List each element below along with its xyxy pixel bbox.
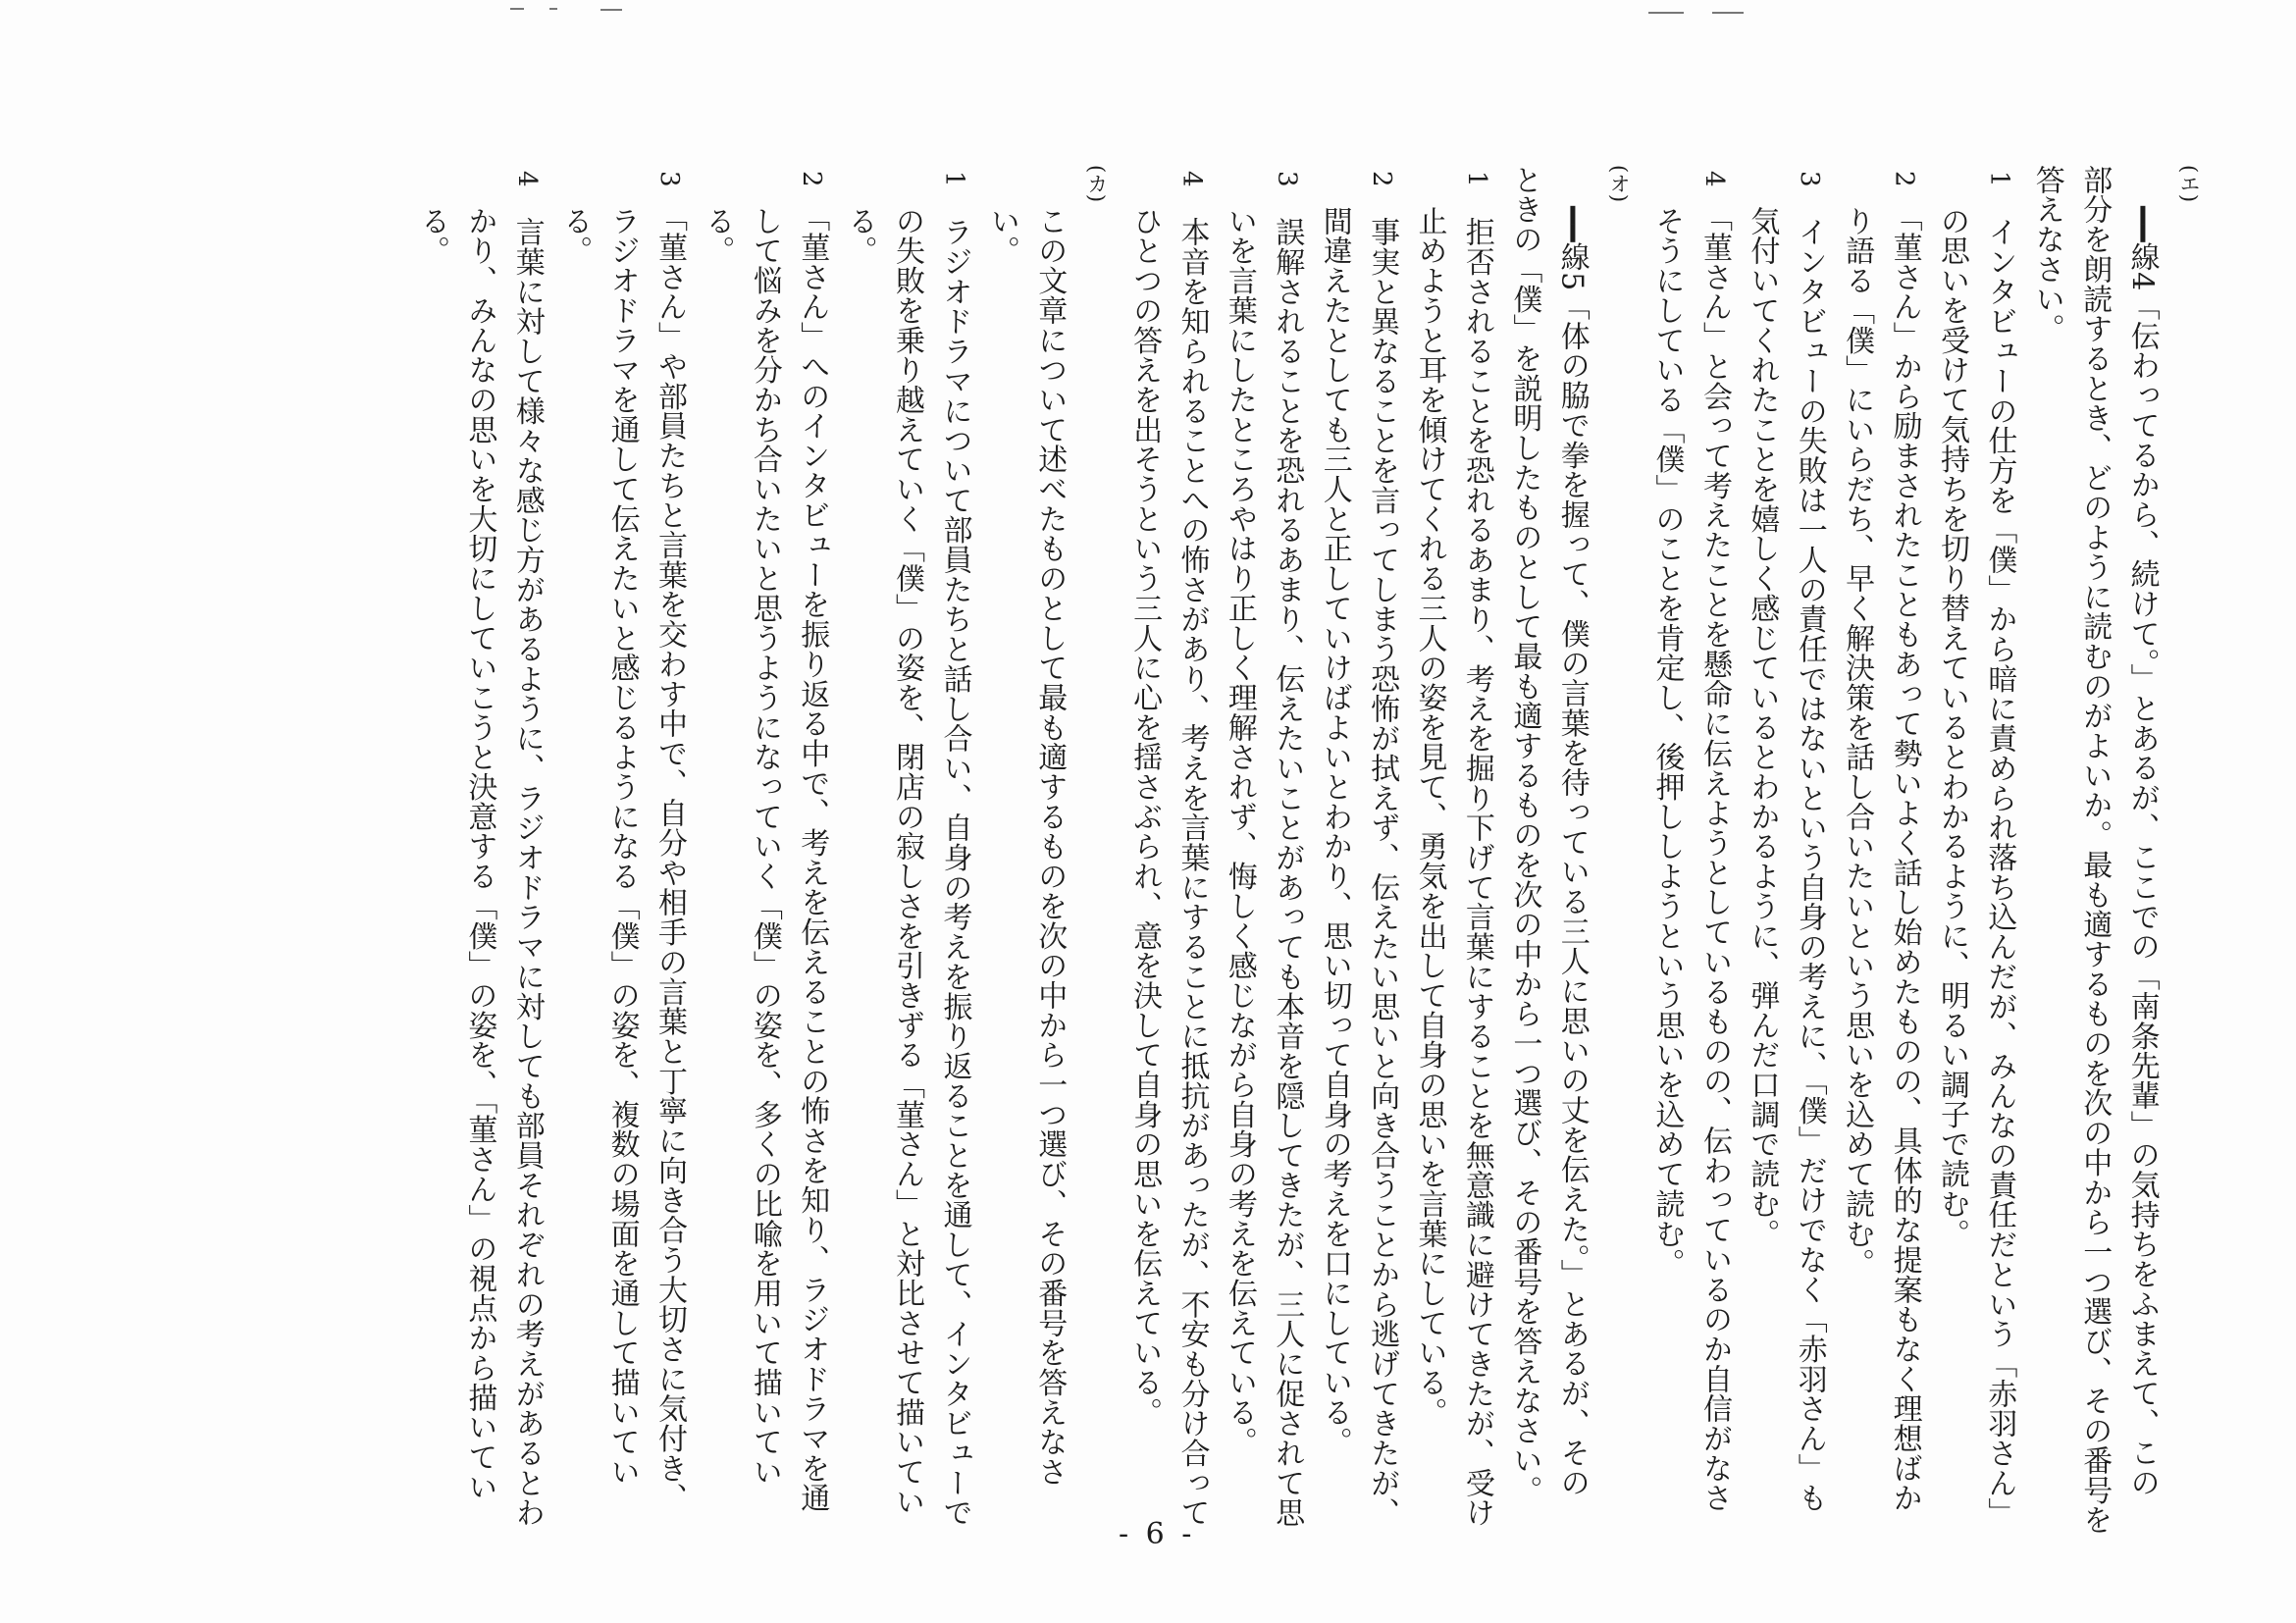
question-stem-line: ━━線5「体の脇で拳を握って、僕の言葉を待っている三人に思いの丈を伝えた。」とあるが、その [1554, 206, 1590, 1497]
choice-number: 3 [1272, 171, 1302, 187]
choice-text-continuation: して悩みを分かち合いたいと思うようになっていく「僕」の姿を、多くの比喩を用いて描いている。 [700, 206, 782, 1488]
choice-number: 4 [1176, 171, 1207, 187]
answer-choice [1263, 171, 1310, 1539]
question-stem-line: ときの「僕」を説明したものとして最も適するものを次の中から一つ選び、その番号を答えなさい。 [1507, 165, 1542, 1505]
choice-number: 1 [939, 171, 969, 187]
choice-text-continuation: かり、みんなの思いを大切にしていこうと決意する「僕」の姿を、「菫さん」の視点から描いている。 [414, 206, 497, 1502]
question-label: (オ) [1607, 165, 1632, 203]
question-stem-line: この文章について述べたものとして最も適するものを次の中から一つ選び、その番号を答えなさい。 [984, 206, 1068, 1488]
choice-text-continuation: いを言葉にしたところやはり正しく理解されず、悔しく感じながら自身の考えを伝えている。 [1222, 206, 1257, 1457]
answer-choice [1168, 171, 1215, 1539]
choice-number: 2 [1889, 171, 1919, 187]
choice-text: 事実と異なることを言ってしまう恐怖が拭えず、伝えたい思いと向き合うことから逃げてきたが、 [1365, 217, 1400, 1528]
choice-text: 拒否されることを恐れるあまり、考えを掘り下げて言葉にすることを無意識に避けてきたが、受け [1459, 217, 1494, 1528]
answer-choice [1691, 171, 1738, 1539]
choice-text-continuation: 止めようと耳を傾けてくれる三人の姿を見て、勇気を出して自身の思いを言葉にしている。 [1412, 206, 1447, 1428]
choice-number: 1 [1984, 171, 2014, 187]
question-label: (カ) [1084, 165, 1109, 203]
answer-choice [1453, 171, 1500, 1539]
choice-number: 3 [654, 171, 684, 187]
choice-text-continuation: 間違えたとしても三人と正していけばよいとわかり、思い切って自身の考えを口にしている。 [1317, 206, 1352, 1457]
scan-artifact-mark [600, 9, 622, 11]
question-label: (エ) [2177, 165, 2201, 203]
vertical-text-block [414, 165, 2213, 1539]
answer-choice [1358, 171, 1405, 1539]
question-stem-line: 答えなさい。 [2029, 165, 2064, 344]
choice-text-continuation: の失敗を乗り越えていく「僕」の姿を、閉店の寂しさを引きずる「菫さん」と対比させて描いている。 [842, 206, 925, 1517]
choice-text-continuation: そうにしている「僕」のことを肯定し、後押ししようという思いを込めて読む。 [1649, 206, 1685, 1279]
choice-number: 2 [797, 171, 827, 187]
answer-choice [1975, 171, 2022, 1539]
scan-artifact-mark [1648, 12, 1684, 14]
scan-artifact-mark [549, 8, 557, 10]
answer-choice [502, 171, 549, 1539]
answer-choice [1785, 171, 1832, 1539]
choice-text: ラジオドラマについて部員たちと話し合い、自身の考えを振り返ることを通して、インタビューで [937, 217, 972, 1528]
answer-choice [1880, 171, 1927, 1539]
choice-number: 1 [1461, 171, 1491, 187]
answer-choice [788, 171, 835, 1539]
choice-text-continuation: の思いを受けて気持ちを切り替えているとわかるように、明るい調子で読む。 [1934, 206, 1969, 1249]
question-stem-line: 部分を朗読するとき、どのように読むのがよいか。最も適するものを次の中から一つ選び、その番号を [2077, 165, 2113, 1536]
choice-text-continuation: り語る「僕」にいらだち、早く解決策を話し合いたいという思いを込めて読む。 [1840, 206, 1875, 1279]
choice-text: 誤解されることを恐れるあまり、伝えたいことがあっても本音を隠してきたが、三人に促されて思 [1270, 217, 1305, 1528]
choice-text: 言葉に対して様々な感じ方があるように、ラジオドラマに対しても部員それぞれの考えがあるとわ [509, 217, 545, 1528]
question-stem-line [1595, 165, 1643, 1539]
choice-text-continuation: 気付いてくれたことを嬉しく感じているとわかるように、弾んだ口調で読む。 [1745, 206, 1780, 1249]
question-stem-line: ━━線4「伝わってるから、続けて。」とあるが、ここでの「南条先輩」の気持ちをふまえて、この [2124, 206, 2160, 1497]
choice-number: 3 [1794, 171, 1824, 187]
scan-artifact-mark [510, 8, 524, 10]
choice-text: 「菫さん」や部員たちと言葉を交わす中で、自分や相手の言葉と丁寧に向き合う大切さに気付き、 [652, 217, 687, 1513]
question-stem-line [2166, 165, 2213, 1539]
scan-artifact-mark [1712, 12, 1744, 14]
page-number: - 6 - [1119, 1517, 1196, 1551]
choice-number: 2 [1367, 171, 1397, 187]
choice-text: 「菫さん」へのインタビューを振り返る中で、考えを伝えることの怖さを知り、ラジオドラマを通 [795, 217, 830, 1513]
choice-text-continuation: ラジオドラマを通して伝えたいと感じるようになる「僕」の姿を、複数の場面を通して描いている。 [557, 206, 640, 1488]
answer-choice [646, 171, 693, 1539]
choice-text: 本音を知られることへの怖さがあり、考えを言葉にすることに抵抗があったが、不安も分け合って [1174, 217, 1210, 1528]
choice-text: インタビューの仕方を「僕」から暗に責められ落ち込んだが、みんなの責任だという「赤羽さん」 [1982, 217, 2017, 1528]
question-stem-line [1072, 165, 1120, 1539]
answer-choice [930, 171, 977, 1539]
choice-text-continuation: ひとつの答えを出そうという三人に心を揺さぶられ、意を決して自身の思いを伝えている。 [1127, 206, 1163, 1428]
choice-number: 4 [1698, 171, 1729, 187]
choice-number: 4 [511, 171, 542, 187]
choice-text: インタビューの失敗は一人の責任ではないという自身の考えに、「僕」だけでなく「赤羽さん」も [1792, 217, 1827, 1513]
choice-text: 「菫さん」と会って考えたことを懸命に伝えようとしているものの、伝わっているのか自信がなさ [1696, 217, 1732, 1513]
choice-text: 「菫さん」から励まされたこともあって勢いよく話し始めたものの、具体的な提案もなく理想ばか [1887, 217, 1922, 1513]
